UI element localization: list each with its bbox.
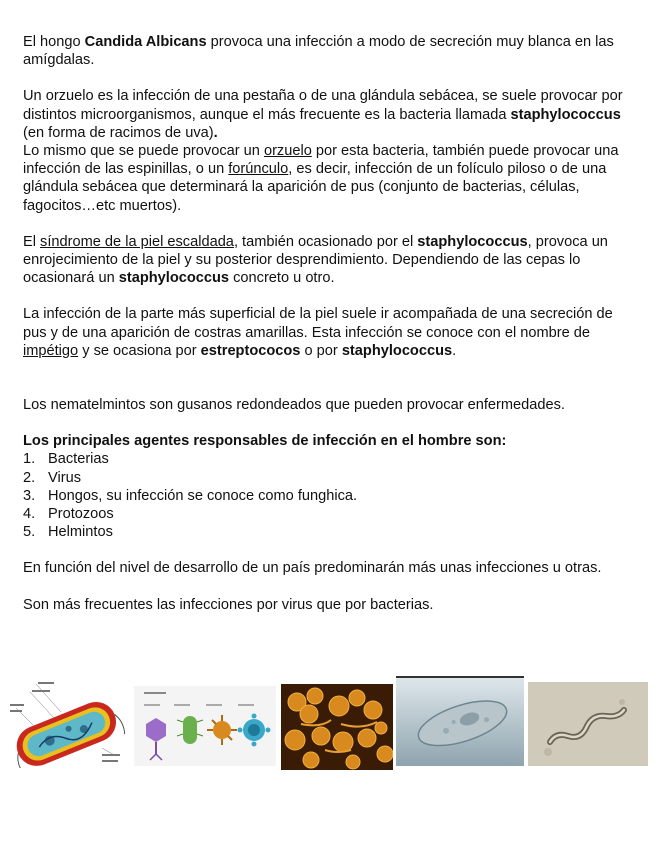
protozoa-image	[396, 676, 524, 766]
text-span: La infección de la parte más superficial de la piel suele ir acompañada de una secreción de pus y de una aparición de costras amarillas. Esta infección se conoce con el nombre de	[23, 306, 613, 341]
text-span: , provoca un enrojecimiento de la piel y su posterior desprendimiento. Dependiendo de las cepas lo ocasionará un	[23, 233, 608, 287]
list-number: 3.	[23, 487, 36, 504]
list-text: Protozoos	[48, 506, 114, 523]
text-span: provoca una infección a modo de secreción muy blanca en las amígdalas.	[23, 34, 614, 69]
list-item	[23, 523, 635, 541]
underlined-term: síndrome de la piel escaldada	[40, 233, 234, 250]
paragraph-desarrollo: En función del nivel de desarrollo de un país predominarán más unas infecciones u otras.	[23, 560, 602, 577]
list-text: Bacterias	[48, 451, 109, 468]
paragraph-virus-bacterias: Son más frecuentes las infecciones por virus que por bacterias.	[23, 596, 434, 613]
paragraph-candida	[23, 33, 635, 69]
list-number: 2.	[23, 469, 36, 486]
list-item	[23, 487, 635, 505]
bold-term: staphylococcus	[510, 106, 621, 123]
bold-heading: Los principales agentes responsables de infección en el hombre son:	[23, 433, 507, 450]
paragraph-impetigo	[23, 305, 635, 360]
list-text: Hongos, su infección se conoce como funghica.	[48, 487, 358, 504]
text-span: , también ocasionado por el	[233, 233, 418, 250]
text-span: y se ocasiona por	[78, 342, 201, 359]
underlined-term: forúnculo	[228, 161, 289, 178]
list-item	[23, 505, 635, 523]
image-strip	[0, 676, 656, 776]
fungi-microscopy-image	[281, 684, 393, 770]
bold-term: staphylococcus	[417, 233, 528, 250]
bold-term: Candida Albicans	[84, 34, 207, 50]
text-span: El hongo	[23, 34, 85, 50]
list-text: Helmintos	[48, 524, 113, 541]
bold-term: .	[213, 124, 218, 141]
list-heading	[23, 432, 635, 450]
list-item	[23, 469, 635, 487]
text-span: El	[23, 233, 41, 250]
bacteria-diagram-image	[6, 678, 128, 768]
list-number: 4.	[23, 506, 36, 523]
bold-term: estreptococos	[200, 342, 301, 359]
text-span: , es decir, infección de un folículo piloso o de una glándula sebácea que determinará la aparición de pus (conjunto de bacterias, células, fagocitos…etc muertos).	[23, 161, 607, 214]
document-body	[23, 33, 635, 614]
helminth-image	[528, 682, 648, 766]
text-span: .	[452, 342, 457, 359]
list-number: 5.	[23, 524, 36, 541]
text-span: concreto u otro.	[229, 270, 335, 287]
microorganism-types-image	[134, 686, 276, 766]
text-span: o por	[300, 342, 342, 359]
bold-term: staphylococcus	[118, 270, 230, 287]
paragraph-nematelmintos: Los nematelmintos son gusanos redondeados que pueden provocar enfermedades.	[23, 397, 565, 414]
text-span: (en forma de racimos de uva)	[23, 124, 214, 141]
agents-list	[23, 450, 635, 541]
text-span: Lo mismo que se puede provocar un	[23, 143, 264, 160]
paragraph-forunculo	[23, 142, 635, 215]
paragraph-orzuelo	[23, 87, 635, 142]
list-number: 1.	[23, 451, 36, 468]
list-text: Virus	[48, 469, 81, 486]
paragraph-piel-escaldada	[23, 233, 635, 288]
bold-term: staphylococcus	[341, 342, 453, 359]
underlined-term: impétigo	[23, 342, 79, 359]
text-span: por esta bacteria, también puede provocar una infección de las espinillas, o un	[23, 143, 619, 178]
text-span: Un orzuelo es la infección de una pestaña o de una glándula sebácea, se suele provocar por distintos microorganismos, aunque el más frecuente es la bacteria llamada	[23, 88, 623, 123]
list-item	[23, 450, 635, 468]
underlined-term: orzuelo	[263, 143, 312, 160]
